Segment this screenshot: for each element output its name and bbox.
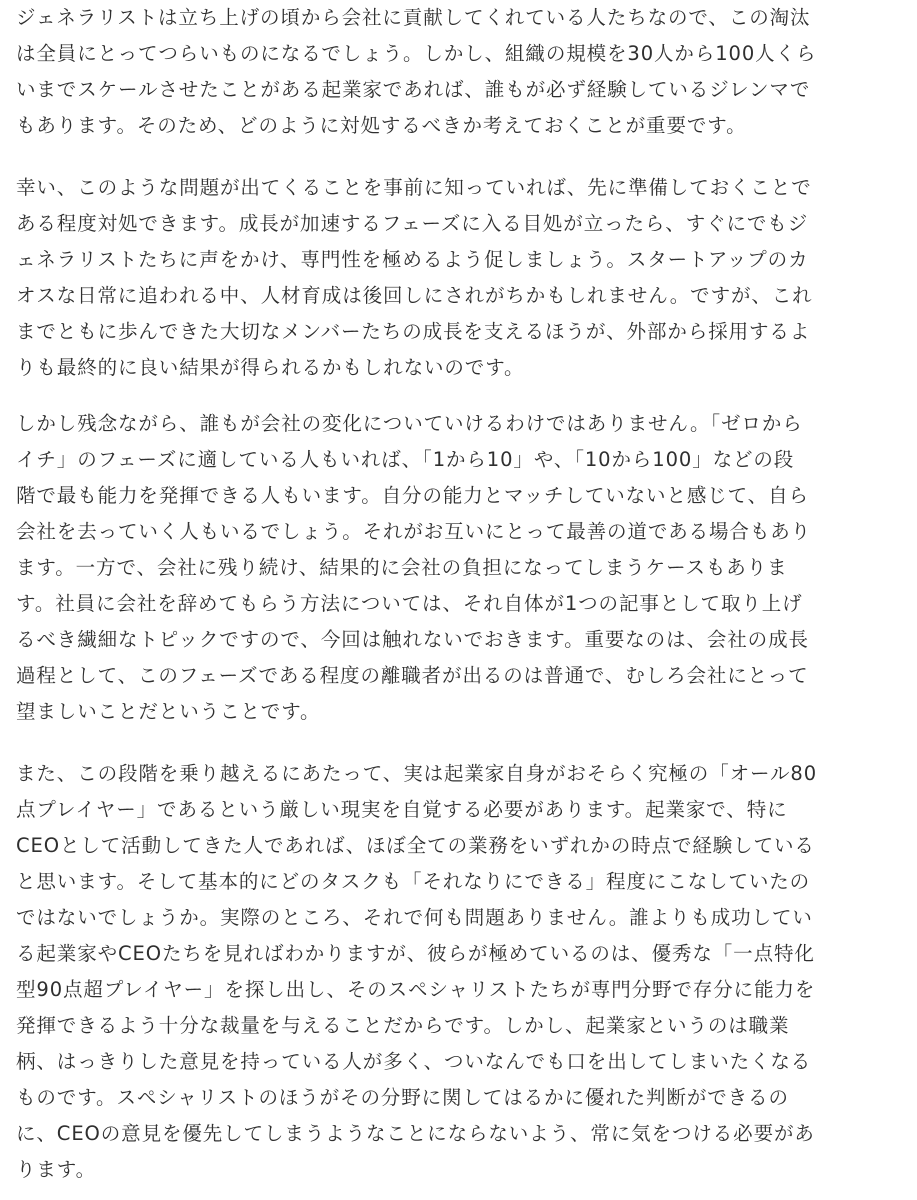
text-line: に、CEOの意見を優先してしまうようなことにならないよう、常に気をつける必要があ bbox=[16, 1122, 815, 1145]
text-line: 型90点超プレイヤー」を探し出し、そのスペシャリストたちが専門分野で存分に能力を bbox=[16, 978, 816, 1001]
text-line: は全員にとってつらいものになるでしょう。しかし、組織の規模を30人から100人くら bbox=[16, 42, 817, 65]
text-line: ではないでしょうか。実際のところ、それで何も問題ありません。誰よりも成功してい bbox=[16, 906, 813, 929]
text-line: ります。 bbox=[16, 1158, 97, 1181]
text-line: る起業家やCEOたちを見ればわかりますが、彼らが極めているのは、優秀な「一点特化 bbox=[16, 942, 815, 965]
text-line: 幸い、このような問題が出てくることを事前に知っていれば、先に準備しておくことで bbox=[16, 176, 812, 199]
text-line: また、この段階を乗り越えるにあたって、実は起業家自身がおそらく究極の「オール80 bbox=[16, 762, 818, 785]
text-line: ます。一方で、会社に残り続け、結果的に会社の負担になってしまうケースもありま bbox=[16, 556, 788, 579]
text-line: ものです。スペシャリストのほうがその分野に関してはるかに優れた判断ができるの bbox=[16, 1086, 789, 1109]
text-line: しかし残念ながら、誰もが会社の変化についていけるわけではありません。「ゼロから bbox=[16, 412, 803, 435]
text-line: までともに歩んできた大切なメンバーたちの成長を支えるほうが、外部から採用するよ bbox=[16, 320, 811, 343]
text-line: ェネラリストたちに声をかけ、専門性を極めるよう促しましょう。スタートアップのカ bbox=[16, 248, 809, 271]
text-line: 会社を去っていく人もいるでしょう。それがお互いにとって最善の道である場合もあり bbox=[16, 520, 812, 543]
text-line: りも最終的に良い結果が得られるかもしれないのです。 bbox=[16, 356, 525, 379]
text-line: 点プレイヤー」であるという厳しい現実を自覚する必要があります。起業家で、特に bbox=[16, 798, 788, 821]
text-line: 望ましいことだということです。 bbox=[16, 700, 321, 723]
text-line: ジェネラリストは立ち上げの頃から会社に貢献してくれている人たちなので、この淘汰 bbox=[16, 6, 811, 29]
text-line: イチ」のフェーズに適している人もいれば、「1から10」や、「10から100」などの段 bbox=[16, 448, 795, 471]
text-line: と思います。そして基本的にどのタスクも「それなりにできる」程度にこなしていたの bbox=[16, 870, 811, 893]
text-line: ある程度対処できます。成長が加速するフェーズに入る目処が立ったら、すぐにでもジ bbox=[16, 212, 809, 235]
text-line: いまでスケールさせたことがある起業家であれば、誰もが必ず経験しているジレンマで bbox=[16, 78, 811, 101]
text-line: 発揮できるよう十分な裁量を与えることだからです。しかし、起業家というのは職業 bbox=[16, 1014, 790, 1037]
text-line: す。社員に会社を辞めてもらう方法については、それ自体が1つの記事として取り上げ bbox=[16, 592, 803, 615]
text-line: 柄、はっきりした意見を持っている人が多く、ついなんでも口を出してしまいたくなる bbox=[16, 1050, 812, 1073]
text-line: オスな日常に追われる中、人材育成は後回しにされがちかもしれません。ですが、これ bbox=[16, 284, 813, 307]
text-line: CEOとして活動してきた人であれば、ほぼ全ての業務をいずれかの時点で経験している bbox=[16, 834, 815, 857]
text-line: 階で最も能力を発揮できる人もいます。自分の能力とマッチしていないと感じて、自ら bbox=[16, 484, 809, 507]
text-line: 過程として、このフェーズである程度の離職者が出るのは普通で、むしろ会社にとって bbox=[16, 664, 809, 687]
text-line: もあります。そのため、どのように対処するべきか考えておくことが重要です。 bbox=[16, 114, 747, 137]
text-line: るべき繊細なトピックですので、今回は触れないでおきます。重要なのは、会社の成長 bbox=[16, 628, 809, 651]
